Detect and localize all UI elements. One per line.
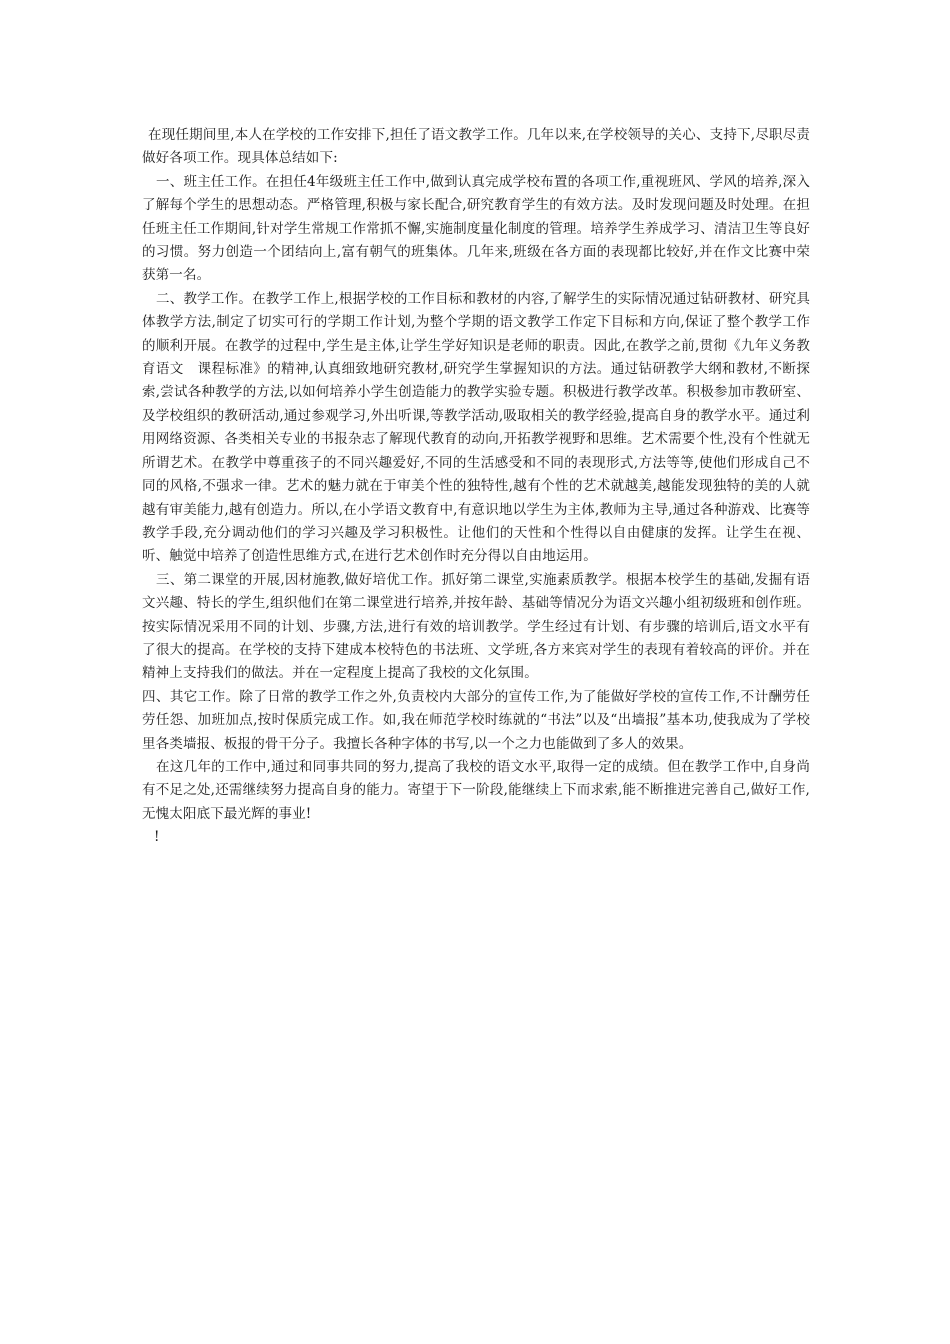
- section-paragraph-other-work: 四、其它工作。除了日常的教学工作之外,负责校内大部分的宣传工作,为了能做好学校的宣传工作,不计酬劳任劳任怨、加班加点,按时保质完成工作。如,我在师范学校时练就的“书法”以及“出墙报”基本功,使我成为了学校里各类墙报、板报的骨干分子。我擅长各种字体的书写,以一个之力也能做到了多人的效果。: [142, 688, 810, 752]
- closing-paragraph: 在这几年的工作中,通过和同事共同的努力,提高了我校的语文水平,取得一定的成绩。但在教学工作中,自身尚有不足之处,还需继续努力提高自身的能力。寄望于下一阶段,能继续上下而求索,能不断推进完善自己,做好工作,无愧太阳底下最光辉的事业!: [142, 758, 810, 822]
- intro-paragraph: 在现任期间里,本人在学校的工作安排下,担任了语文教学工作。几年以来,在学校领导的关心、支持下,尽职尽责做好各项工作。现具体总结如下:: [142, 127, 810, 167]
- trailing-mark: !: [154, 829, 160, 846]
- document-body: [142, 124, 810, 850]
- section-paragraph-teaching: 二、教学工作。在教学工作上,根据学校的工作目标和教材的内容,了解学生的实际情况通过钻研教材、研究具体教学方法,制定了切实可行的学期工作计划,为整个学期的语文教学工作定下目标和方向,保证了整个教学工作的顺利开展。在教学的过程中,学生是主体,让学生学好知识是老师的职责。因此,在教学之前,贯彻《九年义务教育语文 课程标准》的精神,认真细致地研究教材,研究学生掌握知识的方法。通过钻研教学大纲和教材,不断探索,尝试各种教学的方法,以如何培养小学生创造能力的教学实验专题。积极进行教学改革。积极参加市教研室、及学校组织的教研活动,通过参观学习,外出听课,等教学活动,吸取相关的教学经验,提高自身的教学水平。通过利用网络资源、各类相关专业的书报杂志了解现代教育的动向,开拓教学视野和思维。艺术需要个性,没有个性就无所谓艺术。在教学中尊重孩子的不同兴趣爱好,不同的生活感受和不同的表现形式,方法等等,使他们形成自己不同的风格,不强求一律。艺术的魅力就在于审美个性的独特性,越有个性的艺术就越美,越能发现独特的美的人就越有审美能力,越有创造力。所以,在小学语文教育中,有意识地以学生为主体,教师为主导,通过各种游戏、比赛等教学手段,充分调动他们的学习兴趣及学习积极性。让他们的天性和个性得以自由健康的发挥。让学生在视、听、触觉中培养了创造性思维方式,在进行艺术创作时充分得以自由地运用。: [142, 290, 810, 565]
- section-paragraph-homeroom: 一、班主任工作。在担任4年级班主任工作中,做到认真完成学校布置的各项工作,重视班风、学风的培养,深入了解每个学生的思想动态。严格管理,积极与家长配合,研究教育学生的有效方法。及时发现问题及时处理。在担任班主任工作期间,针对学生常规工作常抓不懈,实施制度量化制度的管理。培养学生养成学习、清洁卫生等良好的习惯。努力创造一个团结向上,富有朝气的班集体。几年来,班级在各方面的表现都比较好,并在作文比赛中荣获第一名。: [142, 173, 810, 284]
- section-paragraph-second-classroom: 三、第二课堂的开展,因材施教,做好培优工作。抓好第二课堂,实施素质教学。根据本校学生的基础,发掘有语文兴趣、特长的学生,组织他们在第二课堂进行培养,并按年龄、基础等情况分为语文兴趣小组初级班和创作班。按实际情况采用不同的计划、步骤,方法,进行有效的培训教学。学生经过有计划、有步骤的培训后,语文水平有了很大的提高。在学校的支持下建成本校特色的书法班、文学班,各方来宾对学生的表现有着较高的评价。并在精神上支持我们的做法。并在一定程度上提高了我校的文化氛围。: [142, 571, 810, 682]
